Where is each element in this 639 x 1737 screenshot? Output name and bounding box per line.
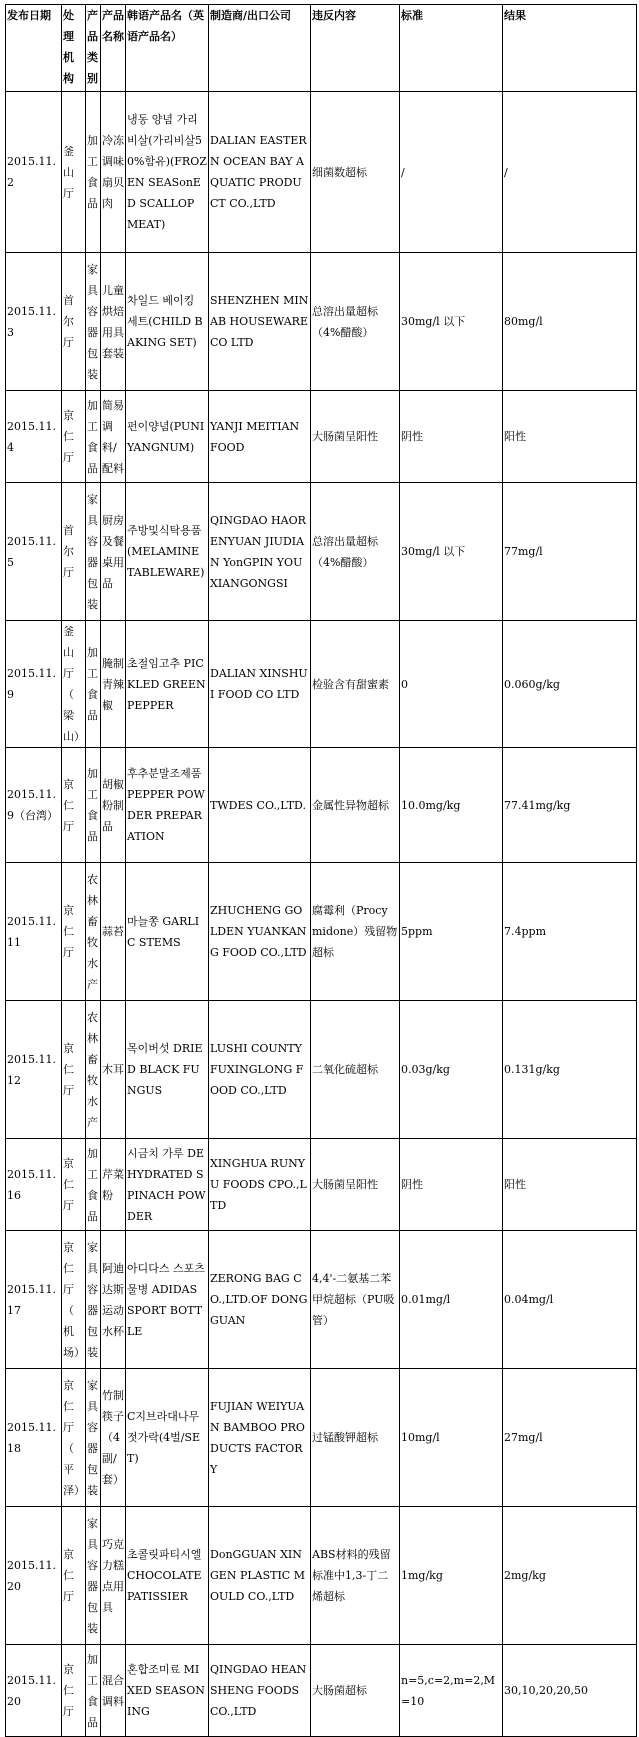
cell-violation: ABS材料的残留标准中1,3-丁二烯超标	[311, 1507, 400, 1645]
cell-korean-english-name: 초콜릿파티시엘 CHOCOLATE PATISSIER	[126, 1507, 209, 1645]
cell-agency: 京仁厅（机场）	[62, 1231, 86, 1369]
cell-result: 7.4ppm	[503, 863, 637, 1001]
cell-agency: 京仁厅	[62, 1507, 86, 1645]
cell-manufacturer: DALIAN EASTERN OCEAN BAY AQUATIC PRODUCT CO.,LTD	[209, 92, 311, 253]
table-row	[6, 748, 637, 863]
cell-violation: 过锰酸钾超标	[311, 1369, 400, 1507]
cell-agency: 京仁厅	[62, 391, 86, 483]
cell-standard: n=5,c=2,m=2,M=10	[400, 1645, 503, 1737]
table-row	[6, 253, 637, 391]
cell-manufacturer: DonGGUAN XIN GEN PLASTIC MOULD CO.,LTD	[209, 1507, 311, 1645]
cell-manufacturer: TWDES CO.,LTD.	[209, 748, 311, 863]
cell-result: 阳性	[503, 391, 637, 483]
cell-date: 2015.11.3	[6, 253, 62, 391]
cell-product-name: 冷冻调味扇贝肉	[101, 92, 126, 253]
cell-violation: 细菌数超标	[311, 92, 400, 253]
cell-standard: 5ppm	[400, 863, 503, 1001]
cell-category: 加工食品	[86, 92, 101, 253]
cell-date: 2015.11.9（台湾）	[6, 748, 62, 863]
cell-standard: 0	[400, 621, 503, 748]
cell-date: 2015.11.18	[6, 1369, 62, 1507]
cell-result: 77mg/l	[503, 483, 637, 621]
cell-category: 家具容器包装	[86, 1507, 101, 1645]
cell-standard: 1mg/kg	[400, 1507, 503, 1645]
cell-manufacturer: XINGHUA RUNYU FOODS CPO.,LTD	[209, 1139, 311, 1231]
cell-category: 加工食品	[86, 748, 101, 863]
table-row	[6, 92, 637, 253]
cell-agency: 京仁厅（平泽）	[62, 1369, 86, 1507]
header-agency: 处理机构	[62, 5, 86, 92]
cell-korean-english-name: 차일드 베이킹 세트(CHILD BAKING SET)	[126, 253, 209, 391]
table-row	[6, 1139, 637, 1231]
table-row	[6, 1001, 637, 1139]
cell-standard: 阴性	[400, 391, 503, 483]
cell-date: 2015.11.2	[6, 92, 62, 253]
cell-manufacturer: YANJI MEITIAN FOOD	[209, 391, 311, 483]
cell-manufacturer: ZERONG BAG CO.,LTD.OF DONGGUAN	[209, 1231, 311, 1369]
cell-korean-english-name: 마늘쫑 GARLIC STEMS	[126, 863, 209, 1001]
cell-product-name: 简易调料/配料	[101, 391, 126, 483]
cell-result: 77.41mg/kg	[503, 748, 637, 863]
cell-product-name: 厨房及餐桌用品	[101, 483, 126, 621]
cell-category: 农林畜牧水产	[86, 1001, 101, 1139]
cell-manufacturer: LUSHI COUNTY FUXINGLONG FOOD CO.,LTD	[209, 1001, 311, 1139]
cell-agency: 京仁厅	[62, 863, 86, 1001]
cell-date: 2015.11.5	[6, 483, 62, 621]
cell-standard: 10.0mg/kg	[400, 748, 503, 863]
cell-manufacturer: QINGDAO HAORENYUAN JIUDIAN YonGPIN YOUXIANGONGSI	[209, 483, 311, 621]
cell-violation: 金属性异物超标	[311, 748, 400, 863]
cell-product-name: 腌制青辣椒	[101, 621, 126, 748]
cell-result: 2mg/kg	[503, 1507, 637, 1645]
cell-agency: 京仁厅	[62, 748, 86, 863]
header-category: 产品类别	[86, 5, 101, 92]
table-row	[6, 391, 637, 483]
cell-product-name: 木耳	[101, 1001, 126, 1139]
header-manufacturer: 制造商/出口公司	[209, 5, 311, 92]
cell-result: /	[503, 92, 637, 253]
cell-violation: 总溶出量超标（4%醋酸）	[311, 253, 400, 391]
table-row	[6, 1231, 637, 1369]
cell-korean-english-name: 후추분말조제품 PEPPER POWDER PREPARATION	[126, 748, 209, 863]
cell-manufacturer: SHENZHEN MINAB HOUSEWARE CO LTD	[209, 253, 311, 391]
cell-product-name: 蒜苔	[101, 863, 126, 1001]
cell-category: 家具容器包装	[86, 1369, 101, 1507]
cell-agency: 釜山厅	[62, 92, 86, 253]
cell-agency: 京仁厅	[62, 1001, 86, 1139]
cell-category: 加工食品	[86, 621, 101, 748]
cell-product-name: 儿童烘焙用具套装	[101, 253, 126, 391]
cell-standard: 10mg/l	[400, 1369, 503, 1507]
cell-result: 0.04mg/l	[503, 1231, 637, 1369]
cell-korean-english-name: C지브라대나무젓가락(4벌/SET)	[126, 1369, 209, 1507]
cell-date: 2015.11.20	[6, 1507, 62, 1645]
cell-category: 加工食品	[86, 1645, 101, 1737]
cell-violation: 4,4'-二氨基二苯甲烷超标（PU吸管）	[311, 1231, 400, 1369]
cell-korean-english-name: 목이버섯 DRIED BLACK FUNGUS	[126, 1001, 209, 1139]
table-row	[6, 621, 637, 748]
cell-agency: 釜山厅（梁山）	[62, 621, 86, 748]
cell-result: 阳性	[503, 1139, 637, 1231]
cell-date: 2015.11.16	[6, 1139, 62, 1231]
cell-violation: 腐霉利（Procymidone）残留物超标	[311, 863, 400, 1001]
cell-manufacturer: FUJIAN WEIYUAN BAMBOO PRODUCTS FACTORY	[209, 1369, 311, 1507]
header-violation: 违反内容	[311, 5, 400, 92]
header-product-name: 产品名称	[101, 5, 126, 92]
cell-product-name: 混合调料	[101, 1645, 126, 1737]
cell-category: 加工食品	[86, 391, 101, 483]
table-row	[6, 1645, 637, 1737]
cell-category: 家具容器包装	[86, 253, 101, 391]
cell-category: 家具容器包装	[86, 1231, 101, 1369]
cell-violation: 二氧化硫超标	[311, 1001, 400, 1139]
cell-date: 2015.11.11	[6, 863, 62, 1001]
cell-category: 加工食品	[86, 1139, 101, 1231]
cell-violation: 大肠菌超标	[311, 1645, 400, 1737]
cell-standard: 0.03g/kg	[400, 1001, 503, 1139]
cell-date: 2015.11.20	[6, 1645, 62, 1737]
cell-result: 0.131g/kg	[503, 1001, 637, 1139]
cell-korean-english-name: 냉동 양념 가리비살(가리비살50%함유)(FROZEN SEASonED SCALLOP MEAT)	[126, 92, 209, 253]
cell-result: 80mg/l	[503, 253, 637, 391]
cell-agency: 首尔厅	[62, 253, 86, 391]
cell-agency: 京仁厅	[62, 1139, 86, 1231]
table-row	[6, 483, 637, 621]
cell-violation: 总溶出量超标（4%醋酸）	[311, 483, 400, 621]
cell-standard: /	[400, 92, 503, 253]
cell-korean-english-name: 주방및식탁용품(MELAMINE TABLEWARE)	[126, 483, 209, 621]
cell-standard: 30mg/l 以下	[400, 253, 503, 391]
table-row	[6, 1369, 637, 1507]
cell-violation: 检验含有甜蜜素	[311, 621, 400, 748]
cell-korean-english-name: 펀이양념(PUNI YANGNUM)	[126, 391, 209, 483]
table-row	[6, 1507, 637, 1645]
cell-korean-english-name: 혼합조미료 MIXED SEASONING	[126, 1645, 209, 1737]
header-standard: 标准	[400, 5, 503, 92]
recall-table	[5, 4, 637, 1737]
cell-product-name: 胡椒粉制品	[101, 748, 126, 863]
cell-date: 2015.11.17	[6, 1231, 62, 1369]
cell-product-name: 芹菜粉	[101, 1139, 126, 1231]
cell-date: 2015.11.12	[6, 1001, 62, 1139]
cell-result: 30,10,20,20,50	[503, 1645, 637, 1737]
cell-korean-english-name: 아디다스 스포츠 물병 ADIDAS SPORT BOTTLE	[126, 1231, 209, 1369]
cell-standard: 阴性	[400, 1139, 503, 1231]
cell-manufacturer: QINGDAO HEANSHENG FOODS CO.,LTD	[209, 1645, 311, 1737]
cell-category: 家具容器包装	[86, 483, 101, 621]
cell-date: 2015.11.9	[6, 621, 62, 748]
cell-category: 农林畜牧水产	[86, 863, 101, 1001]
cell-product-name: 阿迪达斯运动水杯	[101, 1231, 126, 1369]
header-korean-english-name: 韩语产品名（英语产品名）	[126, 5, 209, 92]
cell-result: 0.060g/kg	[503, 621, 637, 748]
cell-manufacturer: DALIAN XINSHUI FOOD CO LTD	[209, 621, 311, 748]
cell-result: 27mg/l	[503, 1369, 637, 1507]
header-result: 结果	[503, 5, 637, 92]
cell-product-name: 巧克力糕点用具	[101, 1507, 126, 1645]
cell-standard: 30mg/l 以下	[400, 483, 503, 621]
cell-standard: 0.01mg/l	[400, 1231, 503, 1369]
header-release-date: 发布日期	[6, 5, 62, 92]
cell-agency: 首尔厅	[62, 483, 86, 621]
table-body	[6, 92, 637, 1737]
header-row	[6, 5, 637, 92]
cell-korean-english-name: 시금치 가루 DEHYDRATED SPINACH POWDER	[126, 1139, 209, 1231]
cell-violation: 大肠菌呈阳性	[311, 391, 400, 483]
cell-korean-english-name: 초절임고추 PICKLED GREEN PEPPER	[126, 621, 209, 748]
cell-agency: 京仁厅	[62, 1645, 86, 1737]
cell-date: 2015.11.4	[6, 391, 62, 483]
cell-product-name: 竹制筷子（4副/套）	[101, 1369, 126, 1507]
table-row	[6, 863, 637, 1001]
cell-manufacturer: ZHUCHENG GOLDEN YUANKANG FOOD CO.,LTD	[209, 863, 311, 1001]
cell-violation: 大肠菌呈阳性	[311, 1139, 400, 1231]
